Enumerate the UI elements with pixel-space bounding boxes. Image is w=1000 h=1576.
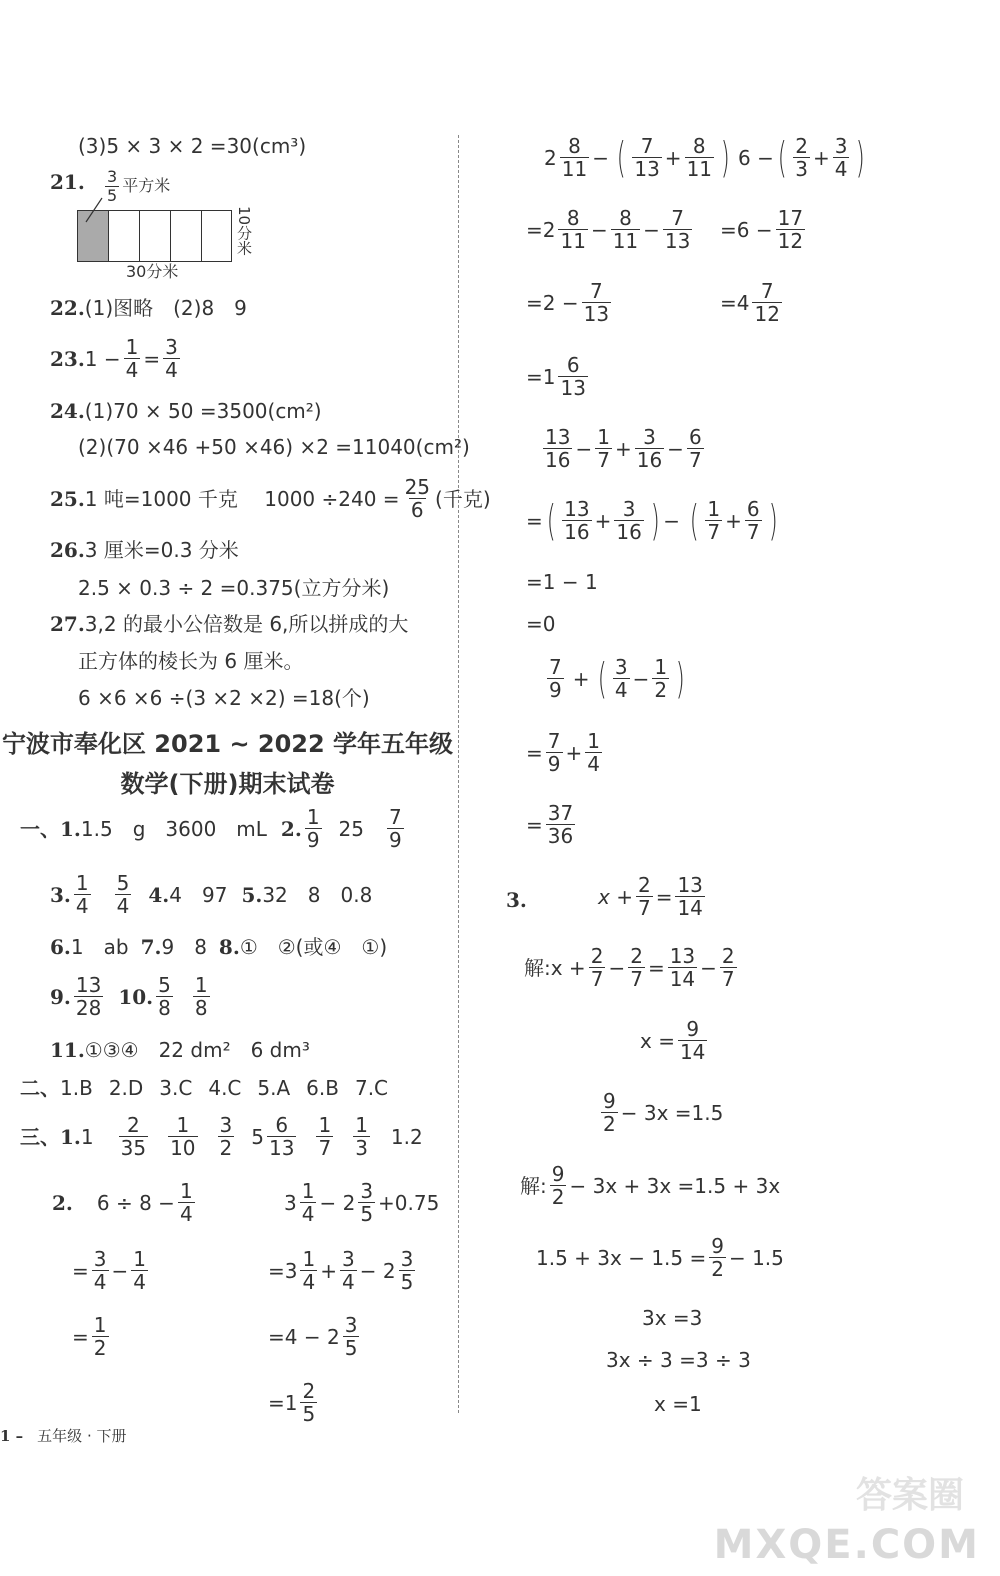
watermark-text: MXQE.COM — [713, 1522, 980, 1568]
column-divider — [458, 135, 459, 1413]
r-q3-number: 3. — [506, 888, 527, 912]
s2-row: 二、 1.B 2.D 3.C 4.C 5.A 6.B 7.C — [20, 1076, 389, 1100]
s3-q2-col1-line1: 2. 6 ÷ 8 − $\frac{1}{4}$ — [52, 1179, 193, 1226]
q25: 25. 1 吨=1000 千克 1000 ÷240 = $\frac{25}{6}$ (千克) — [50, 475, 491, 522]
watermark-logo: 答案圈 — [855, 1475, 964, 1516]
r-expr4: =1 6 13 — [526, 353, 586, 400]
s1-row6: 6. 1 ab 7. 9 8 8. ① ②(或④ ①) — [50, 935, 388, 959]
q21-cell — [140, 211, 171, 261]
s1-row11: 11. ①③④ 22 dm² 6 dm³ — [50, 1038, 310, 1062]
r-q3-line5: 解: 9 2 − 3x + 3x =1.5 + 3x — [520, 1162, 781, 1209]
r-q3-line4: 9 2 − 3x =1.5 — [603, 1089, 724, 1136]
r-expr7: =1 − 1 — [526, 570, 598, 594]
exam-heading-line2: 数学(下册)期末试卷 — [120, 770, 335, 798]
s3-q2-col2-line1: 3 1 4 − 2 3 5 +0.75 — [284, 1179, 440, 1226]
r-q3-line8: 3x ÷ 3 =3 ÷ 3 — [606, 1348, 751, 1372]
q27-line2: 正方体的棱长为 6 厘米。 — [78, 649, 304, 673]
q21-width-label: 30分米 — [126, 262, 179, 281]
q21-cell — [109, 211, 140, 261]
q26-line1: 26. 3 厘米=0.3 分米 — [50, 538, 239, 562]
q27-line3: 6 ×6 ×6 ÷(3 ×2 ×2) =18(个) — [78, 686, 370, 710]
q23: 23. 1 − $\frac{1}{4}$ = $\frac{3}{4}$ — [50, 335, 178, 382]
q27-line1: 27. 3,2 的最小公倍数是 6,所以拼成的大 — [50, 612, 409, 636]
r-q3-line6: 1.5 + 3x − 1.5 = $\frac{9}{2}$ − 1.5 — [536, 1234, 784, 1281]
r-expr8: =0 — [526, 612, 556, 636]
r-expr11: = $\frac{37}{36}$ — [526, 801, 574, 848]
q21-cell — [171, 211, 202, 261]
r-q3-line9: x =1 — [654, 1392, 702, 1416]
s3-q2-col2-line3: =4 − 2 3 5 — [268, 1313, 358, 1360]
r-expr3b: =4 7 12 — [720, 279, 780, 326]
q26-line2: 2.5 × 0.3 ÷ 2 =0.375(立方分米) — [78, 576, 390, 600]
r-q3-line2: 解:x + $\frac{2}{7}$ − $\frac{2}{7}$ = $\frac{13}{14}$ − $\frac{2}{7}$ — [524, 944, 735, 991]
s1-row3: 3. 1 4 5 4 4. 4 97 5. 32 8 0.8 — [50, 871, 373, 918]
exam-heading-line1: 宁波市奉化区 2021 ~ 2022 学年五年级 — [1, 730, 454, 758]
r-expr2b: =6 − $\frac{17}{12}$ — [720, 206, 804, 253]
q22: 22. (1)图略 (2)8 9 — [50, 296, 247, 320]
s3-q2-col1-line3: = $\frac{1}{2}$ — [72, 1313, 107, 1360]
page-footer: 1 – 五年级 · 下册 — [0, 1427, 127, 1445]
r-q3-line7: 3x =3 — [642, 1306, 703, 1330]
r-expr10: = $\frac{7}{9}$ + $\frac{1}{4}$ — [526, 729, 600, 776]
q21-height-label: 10分米 — [235, 206, 253, 256]
s1-row9: 9. 13 28 10. 5 8 1 8 — [50, 973, 208, 1020]
r-expr6: = ( 13 16 + $\frac{3}{16}$ ) − ( 1 7 + $\frac{6}{7}$ ) — [526, 495, 778, 545]
s1-row1: 一、 1. 1.5 g 3600 mL 2. 1 9 25 7 9 — [20, 805, 402, 852]
q21-number: 21. — [50, 170, 85, 194]
r-expr1b: 6 − ( 2 3 + $\frac{3}{4}$ ) — [738, 132, 866, 182]
r-expr5: 13 16 − $\frac{1}{7}$ + $\frac{3}{16}$ − $\frac{6}{7}$ — [545, 425, 702, 472]
r-expr1a: 2 8 11 − ( 7 13 + $\frac{8}{11}$ ) — [544, 132, 730, 182]
r-q3-line3: x = $\frac{9}{14}$ — [640, 1017, 706, 1064]
r-expr9: 7 9 + ( 3 4 − $\frac{1}{2}$ ) — [549, 653, 685, 703]
s3-q2-col2-line4: =1 2 5 — [268, 1379, 316, 1426]
q20-part3: (3)5 × 3 × 2 =30(cm³) — [78, 134, 307, 158]
r-q3-line1: x + $\frac{2}{7}$ = $\frac{13}{14}$ — [598, 873, 703, 920]
q21-pointer-line — [80, 196, 110, 226]
s3-row1: 三、 1. 1 2 35 1 10 3 2 5 6 13 1 7 1 3 1.2 — [20, 1113, 423, 1160]
s3-q2-col2-line2: =3 1 4 + $\frac{3}{4}$ − 2 3 5 — [268, 1247, 414, 1294]
r-expr3a: =2 − $\frac{7}{13}$ — [526, 279, 610, 326]
q21-area-label: 3 5 平方米 — [107, 167, 171, 205]
q24-line1: 24. (1)70 × 50 =3500(cm²) — [50, 399, 322, 423]
r-expr2a: =2 8 11 − $\frac{8}{11}$ − $\frac{7}{13}$ — [526, 206, 691, 253]
q24-line2: (2)(70 ×46 +50 ×46) ×2 =11040(cm²) — [78, 435, 470, 459]
s3-q2-col1-line2: = $\frac{3}{4}$ − $\frac{1}{4}$ — [72, 1247, 146, 1294]
